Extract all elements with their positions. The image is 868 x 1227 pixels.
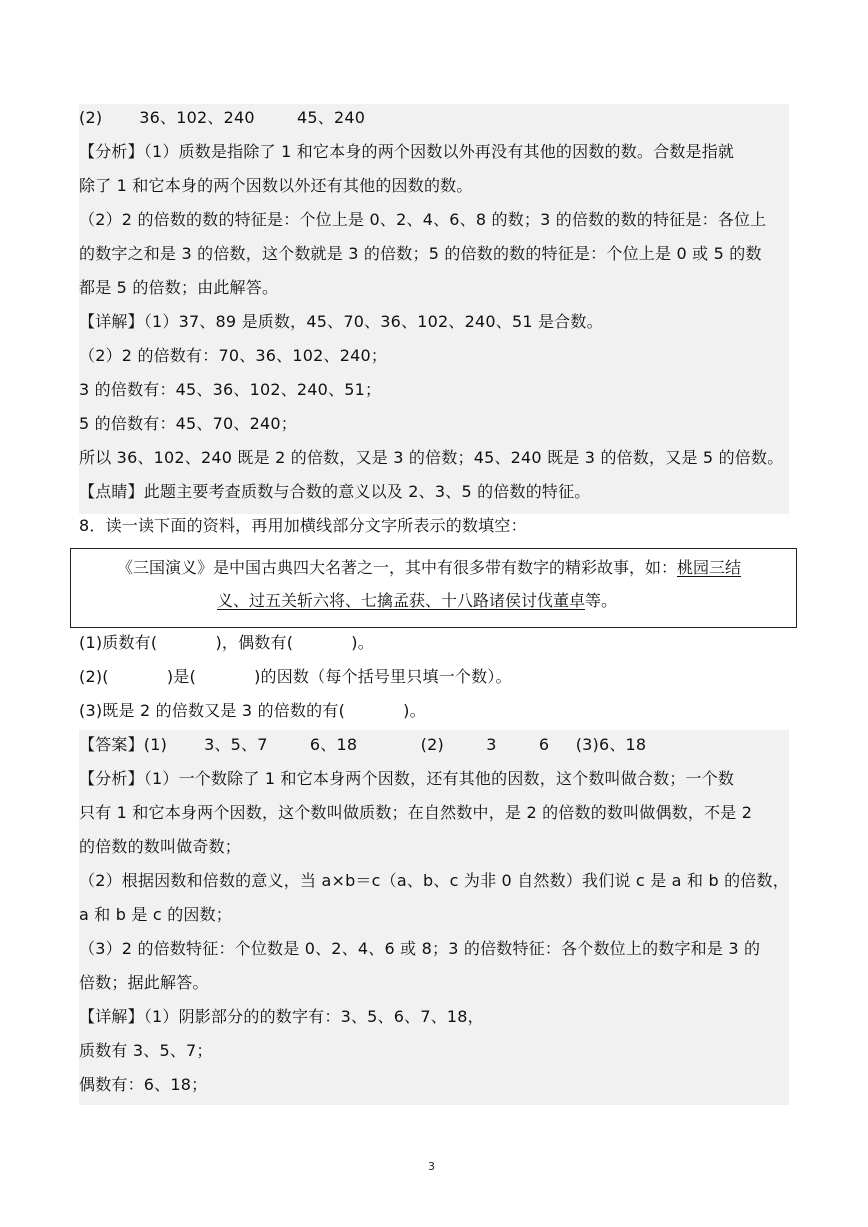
material-line-1 <box>117 557 741 579</box>
answer-line: 【答案】(1) 3、5、7 6、18 (2) 3 6 (3)6、18 <box>79 735 647 754</box>
detail-line: 所以 36、102、240 既是 2 的倍数，又是 3 的倍数；45、240 既是 3 的倍数，又是 5 的倍数。 <box>79 448 784 467</box>
comment-line: 【点睛】此题主要考查质数与合数的意义以及 2、3、5 的倍数的特征。 <box>79 482 591 501</box>
analysis-line: a 和 b 是 c 的因数； <box>79 905 232 924</box>
detail-line: 【详解】（1）阴影部分的的数字有：3、5、6、7、18， <box>79 1007 484 1026</box>
detail-line: 质数有 3、5、7； <box>79 1041 213 1060</box>
underlined-text: 桃园三结 <box>677 558 742 577</box>
answer-line: (2) 36、102、240 45、240 <box>79 108 366 127</box>
analysis-line: 倍数；据此解答。 <box>79 973 209 992</box>
material-text: 等。 <box>585 591 618 610</box>
analysis-line: 除了 1 和它本身的两个因数以外还有其他的因数的数。 <box>79 176 473 195</box>
analysis-line: 【分析】（1）一个数除了 1 和它本身两个因数，还有其他的因数，这个数叫做合数；一个数 <box>79 769 735 788</box>
reading-material-box <box>70 548 797 628</box>
material-text: 《三国演义》是中国古典四大名著之一，其中有很多带有数字的精彩故事，如： <box>117 558 678 577</box>
sub-question-3: (3)既是 2 的倍数又是 3 的倍数的有( )。 <box>79 701 426 720</box>
analysis-line: 只有 1 和它本身两个因数，这个数叫做质数；在自然数中，是 2 的倍数的数叫做偶数，不是 2 <box>79 803 753 822</box>
page-number: 3 <box>428 1160 435 1173</box>
analysis-line: 的数字之和是 3 的倍数，这个数就是 3 的倍数；5 的倍数的数的特征是：个位上是 0 或 5 的数 <box>79 244 762 263</box>
detail-line: （2）2 的倍数有：70、36、102、240； <box>79 346 388 365</box>
detail-line: 3 的倍数有：45、36、102、240、51； <box>79 380 382 399</box>
sub-question-1: (1)质数有( )，偶数有( )。 <box>79 633 374 652</box>
underlined-text: 义、过五关斩六将、七擒孟获、十八路诸侯讨伐董卓 <box>217 591 586 610</box>
analysis-line: 都是 5 的倍数；由此解答。 <box>79 278 279 297</box>
analysis-line: （3）2 的倍数特征：个位数是 0、2、4、6 或 8；3 的倍数特征：各个数位上的数字和是 3 的 <box>79 939 761 958</box>
analysis-line: 【分析】（1）质数是指除了 1 和它本身的两个因数以外再没有其他的因数的数。合数是指就 <box>79 142 735 161</box>
question-title: 8．读一读下面的资料，再用加横线部分文字所表示的数填空： <box>79 516 527 535</box>
detail-line: 偶数有：6、18； <box>79 1075 208 1094</box>
sub-question-2: (2)( )是( )的因数（每个括号里只填一个数）。 <box>79 667 512 686</box>
analysis-line: （2）根据因数和倍数的意义，当 a×b＝c（a、b、c 为非 0 自然数）我们说 c 是 a 和 b 的倍数， <box>79 871 789 890</box>
detail-line: 5 的倍数有：45、70、240； <box>79 414 297 433</box>
analysis-line: 的倍数的数叫做奇数； <box>79 837 242 856</box>
material-line-2 <box>217 590 617 612</box>
detail-line: 【详解】（1）37、89 是质数，45、70、36、102、240、51 是合数。 <box>79 312 603 331</box>
analysis-line: （2）2 的倍数的数的特征是：个位上是 0、2、4、6、8 的数；3 的倍数的数的特征是：各位上 <box>79 210 767 229</box>
